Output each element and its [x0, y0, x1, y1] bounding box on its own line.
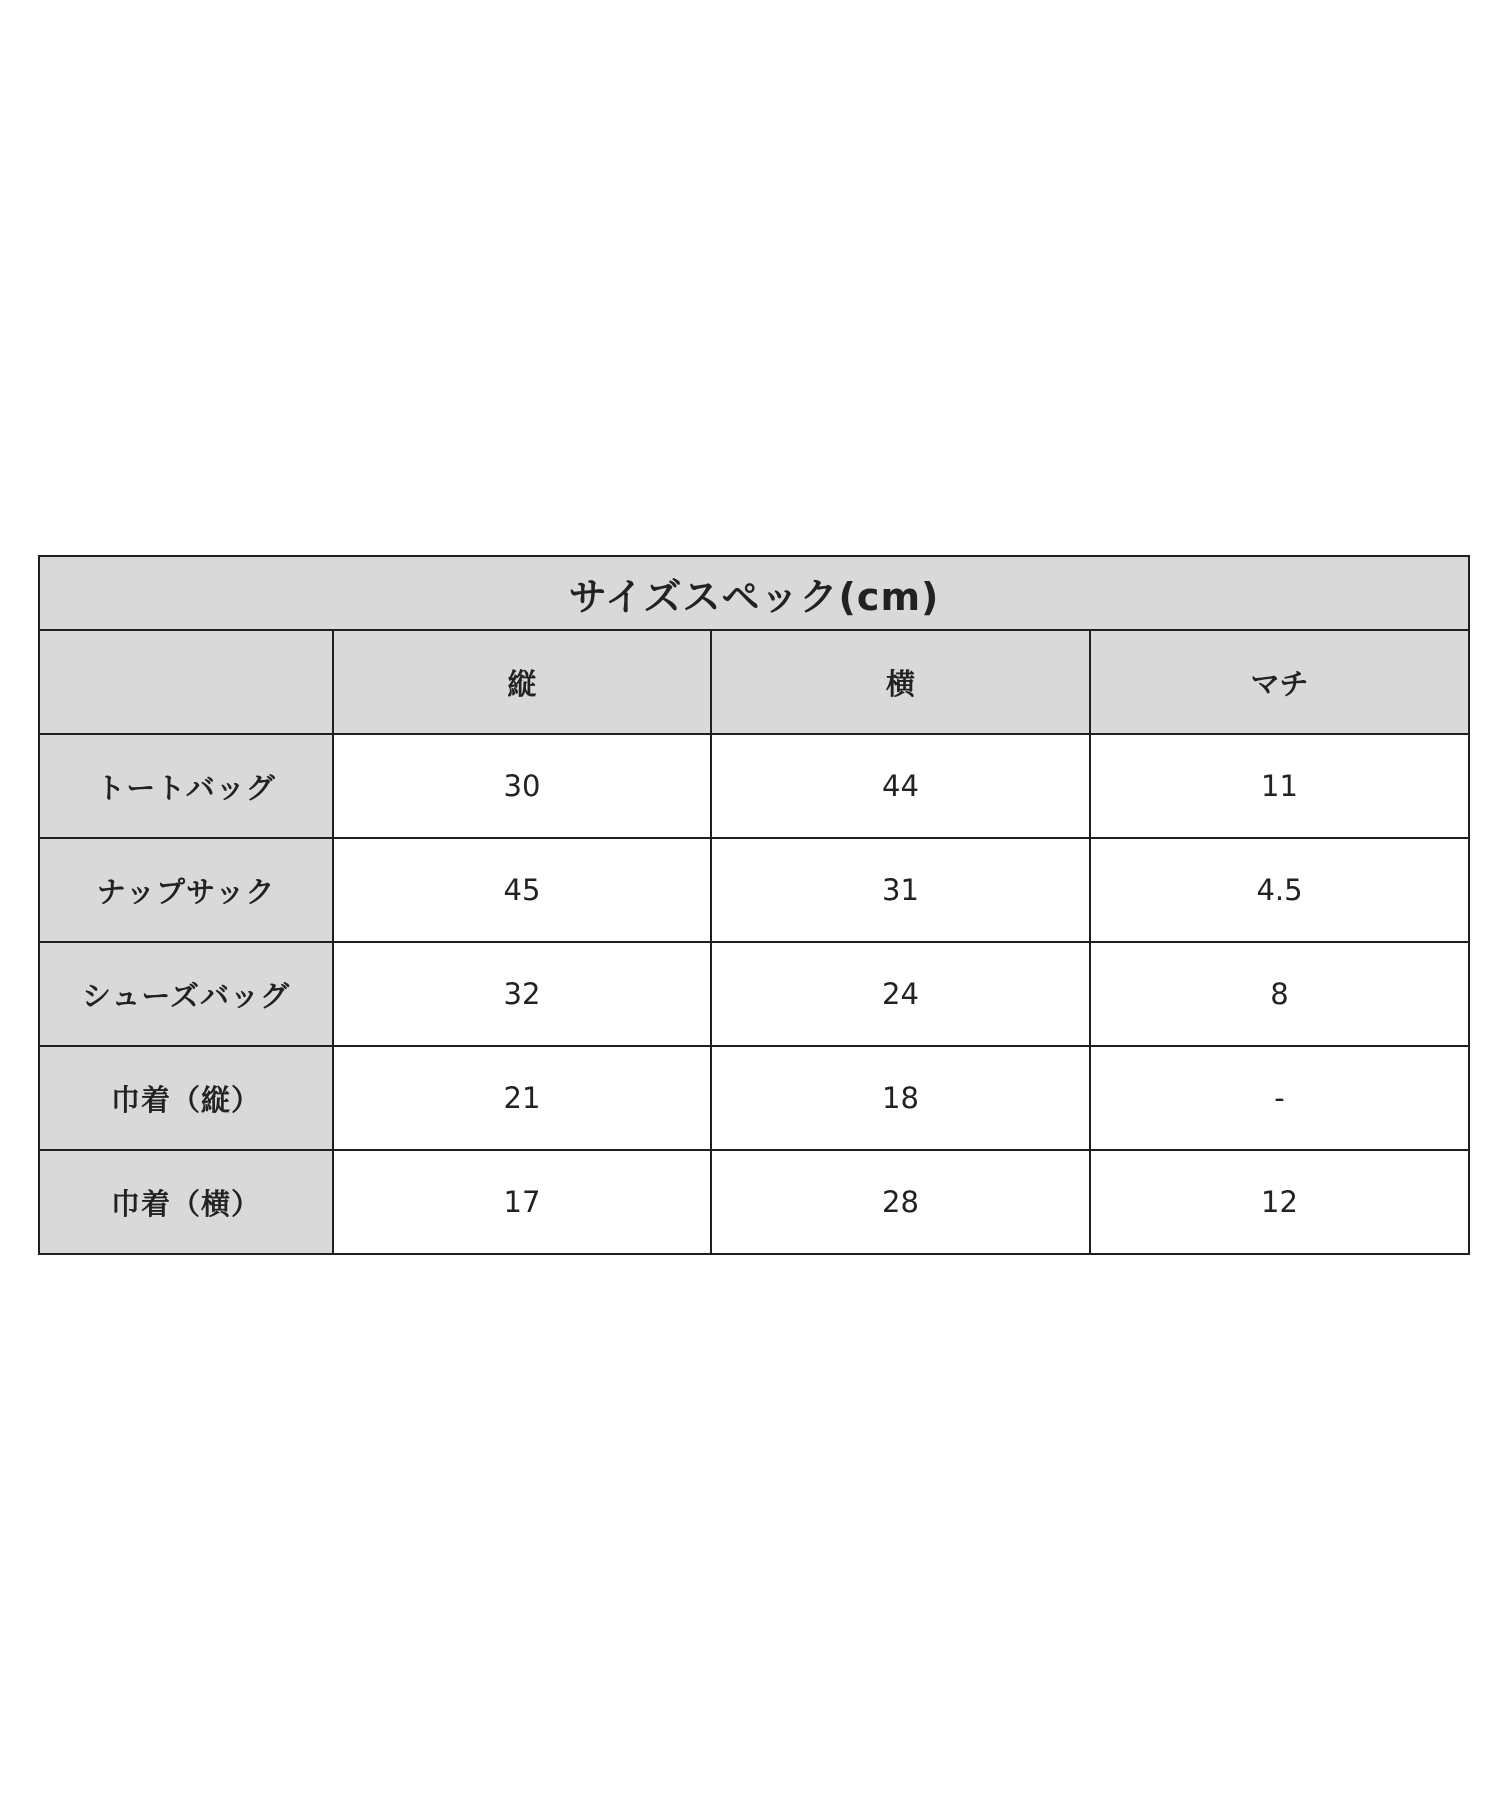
row-label: トートバッグ: [39, 734, 333, 838]
row-label: 巾着（縦）: [39, 1046, 333, 1150]
cell-value: 24: [711, 942, 1090, 1046]
corner-cell: [39, 630, 333, 734]
table-title: サイズスペック(cm): [39, 556, 1469, 630]
cell-value: 12: [1090, 1150, 1469, 1254]
cell-value: 45: [333, 838, 711, 942]
row-label: 巾着（横）: [39, 1150, 333, 1254]
table-row: [39, 942, 1469, 1046]
cell-value: 44: [711, 734, 1090, 838]
row-label: シューズバッグ: [39, 942, 333, 1046]
cell-value: 28: [711, 1150, 1090, 1254]
column-header-height: 縦: [333, 630, 711, 734]
table-row: [39, 838, 1469, 942]
column-header-width: 横: [711, 630, 1090, 734]
cell-value: 8: [1090, 942, 1469, 1046]
cell-value: -: [1090, 1046, 1469, 1150]
cell-value: 30: [333, 734, 711, 838]
cell-value: 11: [1090, 734, 1469, 838]
cell-value: 17: [333, 1150, 711, 1254]
cell-value: 4.5: [1090, 838, 1469, 942]
column-header-row: [39, 630, 1469, 734]
table-row: [39, 734, 1469, 838]
table-row: [39, 1150, 1469, 1254]
row-label: ナップサック: [39, 838, 333, 942]
cell-value: 18: [711, 1046, 1090, 1150]
title-row: [39, 556, 1469, 630]
cell-value: 31: [711, 838, 1090, 942]
cell-value: 21: [333, 1046, 711, 1150]
cell-value: 32: [333, 942, 711, 1046]
column-header-gusset: マチ: [1090, 630, 1469, 734]
table-row: [39, 1046, 1469, 1150]
size-spec-table: [38, 555, 1470, 1255]
